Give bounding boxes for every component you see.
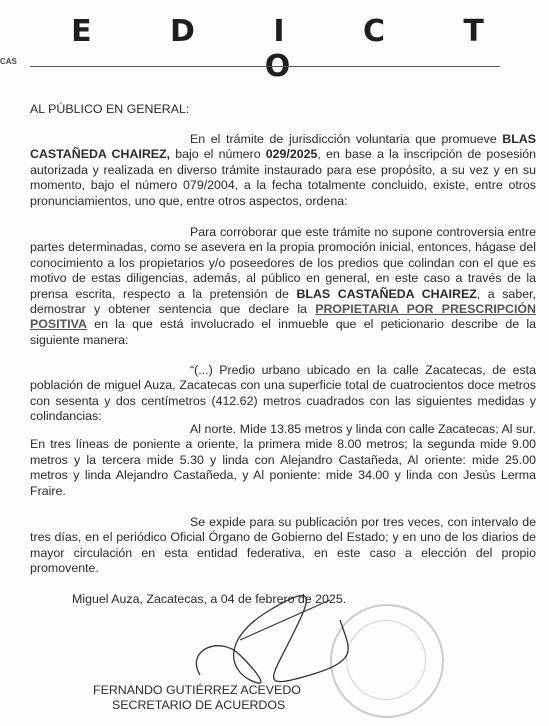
edict-title: E D I C T O (71, 14, 518, 84)
p1-text-1: En el trámite de jurisdicción voluntaria que promueve (190, 132, 497, 146)
p2-underlined-claim: PROPIETARIA POR PRESCRIPCIÓN POSITIVA (30, 302, 536, 332)
p1-text-2: bajo el número (170, 147, 266, 162)
header-rule (30, 66, 500, 67)
p2-promoter-name: BLAS CASTAÑEDA CHAIREZ (296, 286, 477, 301)
greeting: AL PÚBLICO EN GENERAL: (30, 102, 190, 116)
p5-text: Se expide para su publicación por tres veces, con intervalo de tres días, en el periódico Oficial Órgano de Gobierno del Estado; y en uno de los diarios de mayor circulación en esta entidad federativa, en este caso a elección del propio promovente. (30, 515, 536, 576)
signer-role: SECRETARIO DE ACUERDOS (112, 698, 286, 712)
p2-text-2: , a saber, demostrar y obtener sentencia que declare la (30, 286, 536, 317)
paragraph-1 (30, 132, 536, 209)
p2-text-1: Para corroborar que este trámite no supone controversia entre partes determinadas, como se asevera en la propia promoción inicial, entonces, hágase del conocimiento a los propietarios y/o poseedores de los predios que colindan con el que es motivo de estas diligencias, además, al público en general, en este caso a través de la prensa escrita, respecto a la pretensión de (30, 225, 536, 301)
place-date: Miguel Auza, Zacatecas, a 04 de febrero de 2025. (72, 592, 347, 606)
paragraph-2 (30, 225, 536, 348)
p1-case-number: 029/2025 (265, 147, 318, 162)
header-left-fragment: CAS (0, 57, 17, 66)
signer-name: FERNANDO GUTIÉRREZ ACEVEDO (93, 683, 301, 697)
paragraph-5 (30, 515, 536, 577)
paragraph-4 (30, 422, 536, 499)
paragraph-3 (30, 363, 536, 425)
p3-text: “(...) Predio urbano ubicado en la calle Zacatecas, de esta población de miguel Auza, Zacatecas con una superficie total de cuatrocientos doce metros con sesenta y dos centímetros (412.62) metros cuadrados con las siguientes medidas y colindancias: (30, 363, 536, 424)
p4-text: Al norte. Mide 13.85 metros y linda con calle Zacatecas; Al sur. En tres líneas de poniente a oriente, la primera mide 8.00 metros; la segunda mide 9.00 metros y la tercera mide 5.30 y linda con Alejandro Castañeda, Al oriente: mide 25.00 metros y linda Alejandro Castañeda, y Al poniente: mide 34.00 y linda con Jesús Lerma Fraire. (30, 422, 536, 498)
p2-text-3: en la que está involucrado el inmueble que el peticionario describe de la siguiente manera: (30, 317, 536, 347)
p1-text-3: , en base a la inscripción de posesión autorizada y realizada en diverso trámite instaurado para ese propósito, a su vez y en su momento, bajo el número 079/2004, a la fecha totalmente concluido, existe, entre otros pronunciamientos, uno que, entre otros aspectos, ordena: (30, 147, 536, 208)
p1-promoter-name: BLAS CASTAÑEDA CHAIREZ, (30, 132, 536, 162)
